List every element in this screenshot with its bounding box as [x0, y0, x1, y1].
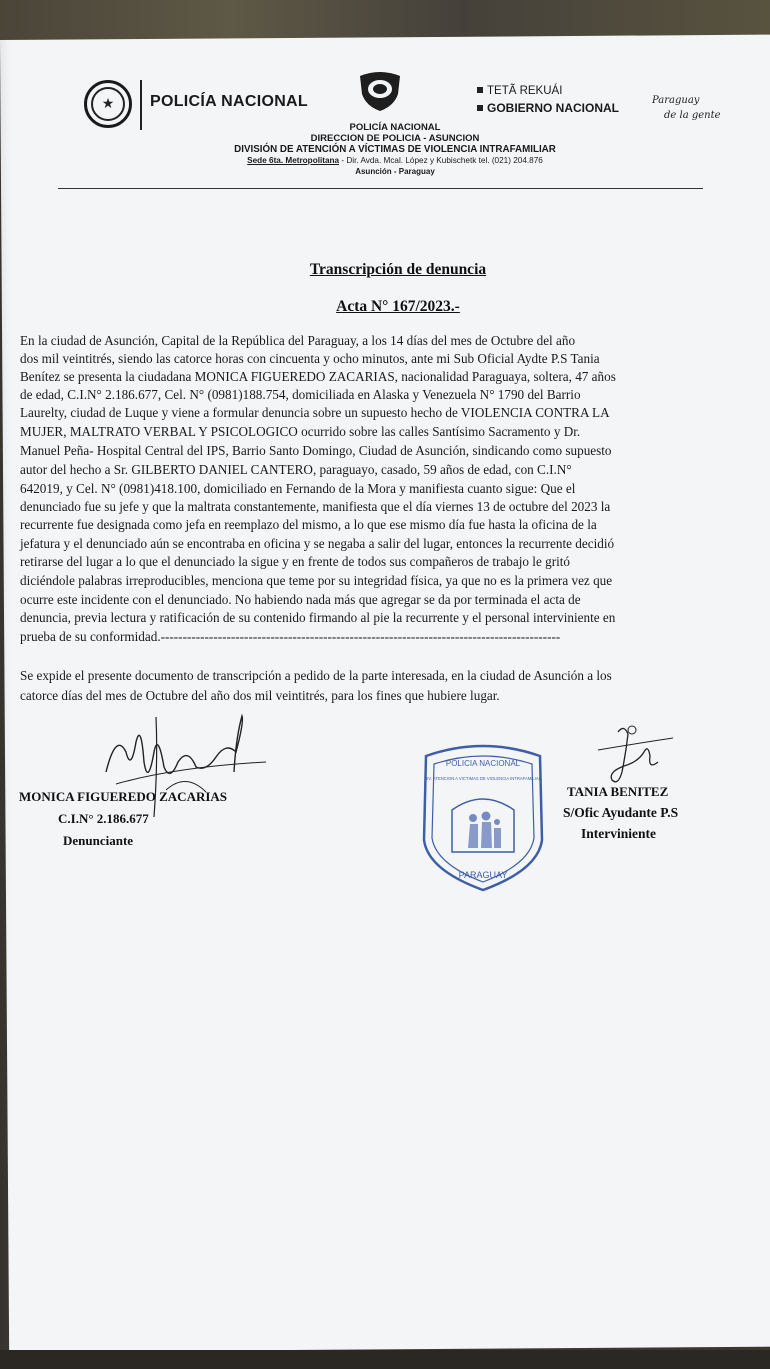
national-seal-icon: ★ — [84, 80, 132, 128]
complainant-name: MONICA FIGUEREDO ZACARIAS — [19, 789, 228, 804]
officer-role: Interviniente — [581, 826, 656, 841]
header-line-3: DIVISIÓN DE ATENCIÓN A VÍCTIMAS DE VIOLENCIA INTRAFAMILIAR — [234, 144, 556, 155]
paragraph-2-line: Se expide el presente documento de transcripción a pedido de la parte interesada, en la ciudad de Asunción a los — [20, 668, 612, 683]
paragraph-1-line: ocurre este incidente con el denunciado. No habiendo nada más que agregar se da por terminada el acta de — [20, 592, 581, 607]
header-line-4-address: - Dir. Avda. Mcal. López y Kubischetk tel. (021) 204.876 — [339, 156, 543, 165]
paragraph-1-line: MUJER, MALTRATO VERBAL Y PSICOLOGICO ocurrido sobre las calles Santísimo Sacramento y Dr. — [20, 424, 581, 439]
paragraph-2-line: catorce días del mes de Octubre del año dos mil veintitrés, para los fines que hubiere lugar. — [20, 688, 500, 703]
complainant-ci: C.I.N° 2.186.677 — [58, 811, 149, 826]
header-line-2: DIRECCION DE POLICIA - ASUNCION — [310, 133, 480, 144]
paragraph-1-line: diciéndole palabras irreproducibles, menciona que teme por su integridad física, ya que no es la primera vez que — [20, 573, 613, 588]
header-line-1: POLICÍA NACIONAL — [349, 122, 441, 133]
header-line-4 — [150, 155, 640, 166]
paragraph-1-line: retirarse del lugar a lo que el denunciado la sigue y en frente de todos sus compañeros de trabajo le gritó — [20, 554, 571, 569]
paraguay-slogan-logo — [652, 90, 732, 126]
page-shadow — [0, 40, 10, 1350]
header-divider — [140, 80, 142, 130]
paragraph-1-line: jefatura y el denunciado aún se encontraba en oficina y se negaba a salir del lugar, entonces la recurrente decidió — [20, 536, 615, 551]
slogan-line-1: Paraguay — [652, 95, 700, 106]
paragraph-1-line: denunciado fue su jefe y que la maltrata constantemente, manifiesta que el día viernes 13 de octubre del 2023 la — [20, 499, 611, 514]
stamp-middle-text: DIV. ATENCION A VICTIMAS DE VIOLENCIA INTRAFAMILIAR — [424, 776, 542, 781]
gov-line-1 — [477, 84, 562, 98]
paragraph-1-line: prueba de su conformidad.------------------------------------------------------------------------------------------- — [20, 629, 561, 644]
officer-signature-icon — [588, 722, 678, 790]
paragraph-1-line: dos mil veintitrés, siendo las catorce horas con cincuenta y ocho minutos, ante mi Sub Oficial Aydte P.S Tania — [20, 351, 600, 366]
paragraph-1-line: Benítez se presenta la ciudadana MONICA FIGUEREDO ZACARIAS, nacionalidad Paraguaya, soltera, 47 años — [20, 369, 616, 384]
gov-line-2-text: GOBIERNO NACIONAL — [487, 101, 619, 115]
header-line-5: Asunción - Paraguay — [355, 167, 435, 176]
acta-number: Acta N° 167/2023.- — [336, 298, 460, 315]
paragraph-1-line: denuncia, previa lectura y ratificación de su contenido firmando al pie la recurrente y el personal interviniente en — [20, 610, 616, 625]
paragraph-1-line: de edad, C.I.N° 2.186.677, Cel. N° (0981)188.754, domiciliada en Alaska y Venezuela N° 1790 del Barrio — [20, 387, 581, 402]
background-bottom — [0, 1350, 770, 1369]
document-title: Transcripción de denuncia — [309, 261, 487, 278]
header-line-4-sede: Sede 6ta. Metropolitana — [247, 156, 340, 165]
paragraph-1-line: 642019, y Cel. N° (0981)418.100, domiciliado en Fernando de la Mora y manifiesta cuanto sigue: Que el — [20, 481, 576, 496]
header-rule — [58, 188, 703, 189]
policia-nacional-logo-text: POLICÍA NACIONAL — [150, 93, 308, 110]
paragraph-1-line: autor del hecho a Sr. GILBERTO DANIEL CANTERO, paraguayo, casado, 59 años de edad, con C.I.N° — [20, 462, 572, 477]
slogan-line-2: de la gente — [664, 110, 721, 121]
officer-rank: S/Ofic Ayudante P.S — [563, 805, 679, 820]
stamp-bottom-text: PARAGUAY — [458, 870, 508, 880]
police-shield-icon — [356, 70, 404, 112]
paragraph-1-line: recurrente fue designada como jefa en reemplazo del mismo, a lo que ese mismo día fue hasta la oficina de la — [20, 517, 597, 532]
paragraph-1-line: Manuel Peña- Hospital Central del IPS, Barrio Santo Domingo, Ciudad de Asunción, sindicando como supuesto — [20, 443, 612, 458]
complainant-signature-icon — [96, 712, 276, 822]
gov-line-2 — [477, 101, 619, 115]
gov-line-1-text: TETÃ REKUÁI — [487, 85, 563, 97]
header-address-block — [150, 122, 640, 177]
paragraph-1-line: En la ciudad de Asunción, Capital de la República del Paraguay, a los 14 días del mes de Octubre del año — [20, 333, 576, 348]
police-stamp-icon — [418, 740, 548, 892]
officer-name: TANIA BENITEZ — [567, 784, 669, 799]
paragraph-1-line: Laurelty, ciudad de Luque y viene a formular denuncia sobre un supuesto hecho de VIOLENCIA CONTRA LA — [20, 405, 610, 420]
complainant-role: Denunciante — [63, 833, 134, 848]
stamp-top-text: POLICIA NACIONAL — [445, 759, 521, 768]
